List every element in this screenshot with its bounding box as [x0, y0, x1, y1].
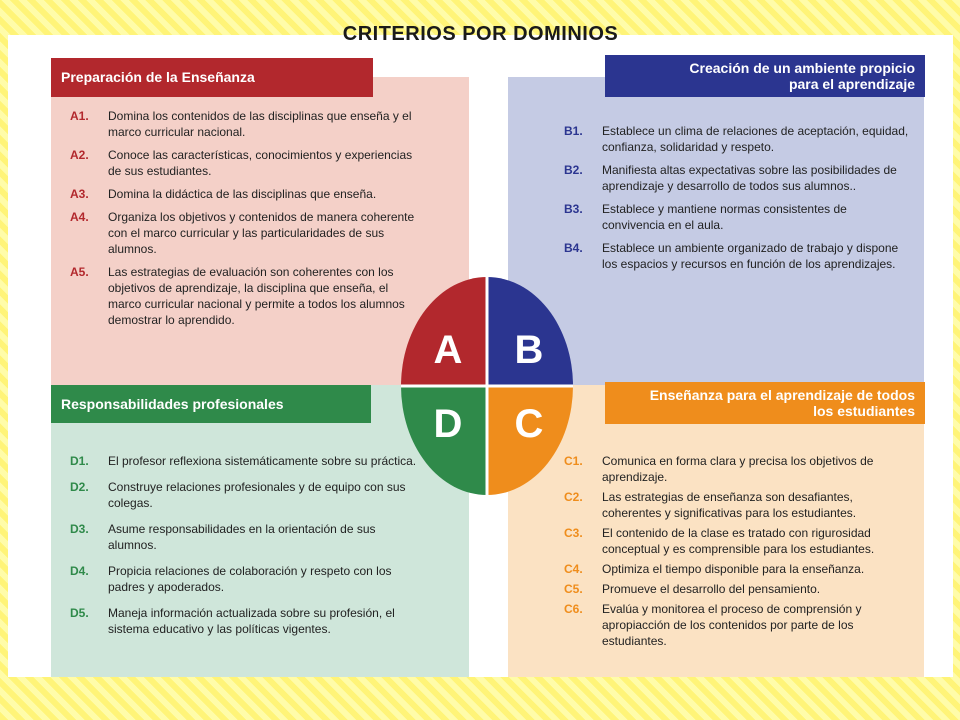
criterion-code: D4.: [70, 564, 89, 578]
criterion-text: Optimiza el tiempo disponible para la enseñanza.: [602, 562, 865, 576]
criterion-text: Manifiesta altas expectativas sobre las posibilidades de aprendizaje y desarrollo de todos sus alumnos..: [602, 163, 897, 193]
criterion-item: [564, 201, 909, 233]
criterion-text: Establece un ambiente organizado de trabajo y dispone los espacios y recursos en función de los aprendizajes.: [602, 241, 899, 271]
criterion-text: Domina la didáctica de las disciplinas que enseña.: [108, 187, 377, 201]
letter-b: B: [514, 328, 544, 372]
criterion-text: Las estrategias de evaluación son coherentes con los objetivos de aprendizaje, la disciplina que enseña, el marco curricular nacional y permite a todos los alumnos demostrar lo aprendido.: [108, 265, 405, 327]
criterion-item: [70, 453, 422, 469]
criterion-code: A2.: [70, 148, 89, 162]
criterion-text: Establece un clima de relaciones de aceptación, equidad, confianza, solidaridad y respeto.: [602, 124, 909, 154]
criterion-item: [564, 162, 909, 194]
criterion-text: Organiza los objetivos y contenidos de manera coherente con el marco curricular y las particularidades de sus alumnos.: [108, 210, 415, 256]
criterion-code: C1.: [564, 454, 583, 468]
criterion-code: D1.: [70, 454, 89, 468]
criterion-item: [564, 489, 909, 521]
header-ambiente: [605, 55, 925, 97]
criterion-code: D2.: [70, 480, 89, 494]
letter-a: A: [433, 328, 463, 372]
criterion-code: A4.: [70, 210, 89, 224]
criterion-text: Domina los contenidos de las disciplinas que enseña y el marco curricular nacional.: [108, 109, 412, 139]
criterion-code: B1.: [564, 124, 583, 138]
criterion-code: A5.: [70, 265, 89, 279]
criterion-item: [564, 525, 909, 557]
criterion-code: A3.: [70, 187, 89, 201]
criteria-list-b: [564, 123, 909, 279]
criterion-code: D5.: [70, 606, 89, 620]
header-ensenanza: [605, 382, 925, 424]
criterion-code: C4.: [564, 562, 583, 576]
criterion-item: [70, 479, 422, 511]
criterion-code: B4.: [564, 241, 583, 255]
criterion-text: Propicia relaciones de colaboración y respeto con los padres y apoderados.: [108, 564, 392, 594]
letter-d: D: [433, 402, 463, 446]
diagram-panel: [8, 23, 953, 677]
criterion-code: B2.: [564, 163, 583, 177]
header-ensenanza-line2: los estudiantes: [813, 403, 915, 419]
criteria-list-d: [70, 453, 422, 647]
criterion-code: C2.: [564, 490, 583, 504]
header-responsabilidades: Responsabilidades profesionales: [51, 385, 371, 423]
criterion-text: Evalúa y monitorea el proceso de comprensión y apropiacción de los contenidos por parte de los estudiantes.: [602, 602, 862, 648]
criterion-item: [564, 453, 909, 485]
criterion-item: [70, 186, 420, 202]
criterion-item: [70, 108, 420, 140]
letter-c: C: [514, 402, 544, 446]
criterion-item: [564, 581, 909, 597]
domains-circle: [401, 277, 573, 495]
criterion-item: [70, 521, 422, 553]
page-title: CRITERIOS POR DOMINIOS: [342, 23, 619, 45]
criterion-text: Asume responsabilidades en la orientación de sus alumnos.: [108, 522, 376, 552]
criterion-text: El profesor reflexiona sistemáticamente sobre su práctica.: [108, 454, 417, 468]
criterion-text: Conoce las características, conocimientos y experiencias de sus estudiantes.: [108, 148, 413, 178]
criterion-item: [70, 605, 422, 637]
criterion-item: [564, 240, 909, 272]
criterion-code: B3.: [564, 202, 583, 216]
criterion-item: [70, 264, 420, 328]
criterion-code: C6.: [564, 602, 583, 616]
criterion-item: [564, 123, 909, 155]
criterion-text: Promueve el desarrollo del pensamiento.: [602, 582, 821, 596]
criterion-text: Comunica en forma clara y precisa los objetivos de aprendizaje.: [602, 454, 874, 484]
criterion-text: Construye relaciones profesionales y de equipo con sus colegas.: [108, 480, 406, 510]
criterion-item: [564, 601, 909, 649]
header-ambiente-line2: para el aprendizaje: [788, 76, 915, 92]
header-ambiente-line1: Creación de un ambiente propicio: [689, 60, 915, 76]
criterion-item: [564, 561, 909, 577]
header-ensenanza-line1: Enseñanza para el aprendizaje de todos: [649, 387, 915, 403]
criterion-item: [70, 563, 422, 595]
criterion-item: [70, 209, 420, 257]
criterion-text: Establece y mantiene normas consistentes de convivencia en el aula.: [602, 202, 847, 232]
criteria-list-a: [70, 108, 420, 335]
criterion-text: Las estrategias de enseñanza son desafiantes, coherentes y significativas para los estudiantes.: [602, 490, 857, 520]
criterion-item: [70, 147, 420, 179]
criteria-list-c: [564, 453, 909, 653]
criterion-code: A1.: [70, 109, 89, 123]
header-preparacion: Preparación de la Enseñanza: [51, 58, 373, 97]
criterion-text: Maneja información actualizada sobre su profesión, el sistema educativo y las políticas vigentes.: [108, 606, 395, 636]
criterion-code: C3.: [564, 526, 583, 540]
criterion-text: El contenido de la clase es tratado con rigurosidad conceptual y es comprensible para los estudiantes.: [602, 526, 875, 556]
criterion-code: D3.: [70, 522, 89, 536]
criterion-code: C5.: [564, 582, 583, 596]
